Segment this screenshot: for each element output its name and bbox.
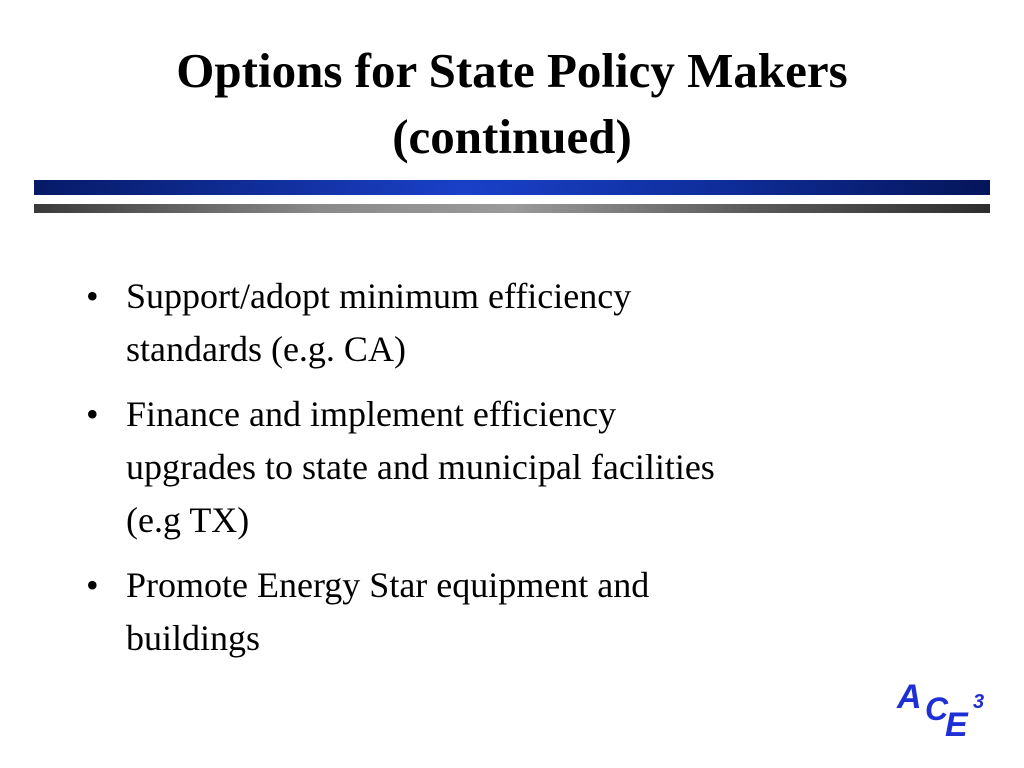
bullet-line: (e.g TX) xyxy=(126,500,250,540)
bullet-dot: • xyxy=(86,565,99,605)
logo-letter-a: A xyxy=(897,680,922,716)
bullet-line: Support/adopt minimum efficiency xyxy=(126,276,632,316)
slide-title xyxy=(0,38,1024,170)
logo-letter-e: E xyxy=(945,706,968,740)
bullet-line: upgrades to state and municipal facilities xyxy=(126,447,715,487)
bullet-list xyxy=(86,270,906,677)
bullet-line: standards (e.g. CA) xyxy=(126,329,406,369)
bullet-line: Promote Energy Star equipment and xyxy=(126,565,650,605)
bullet-item xyxy=(86,270,906,376)
slide-title-line-2: (continued) xyxy=(392,109,632,164)
slide-title-line-1: Options for State Policy Makers xyxy=(176,43,848,98)
bullet-line: Finance and implement efficiency xyxy=(126,394,617,434)
title-underline-gray-bar xyxy=(34,204,990,213)
ace3-logo xyxy=(895,680,995,740)
bullet-item xyxy=(86,388,906,547)
bullet-item xyxy=(86,559,906,665)
logo-letter-c: C xyxy=(925,691,949,727)
bullet-dot: • xyxy=(86,394,99,434)
title-underline-blue-bar xyxy=(34,180,990,195)
logo-superscript-3: 3 xyxy=(973,691,985,713)
bullet-line: buildings xyxy=(126,618,261,658)
bullet-dot: • xyxy=(86,276,99,316)
